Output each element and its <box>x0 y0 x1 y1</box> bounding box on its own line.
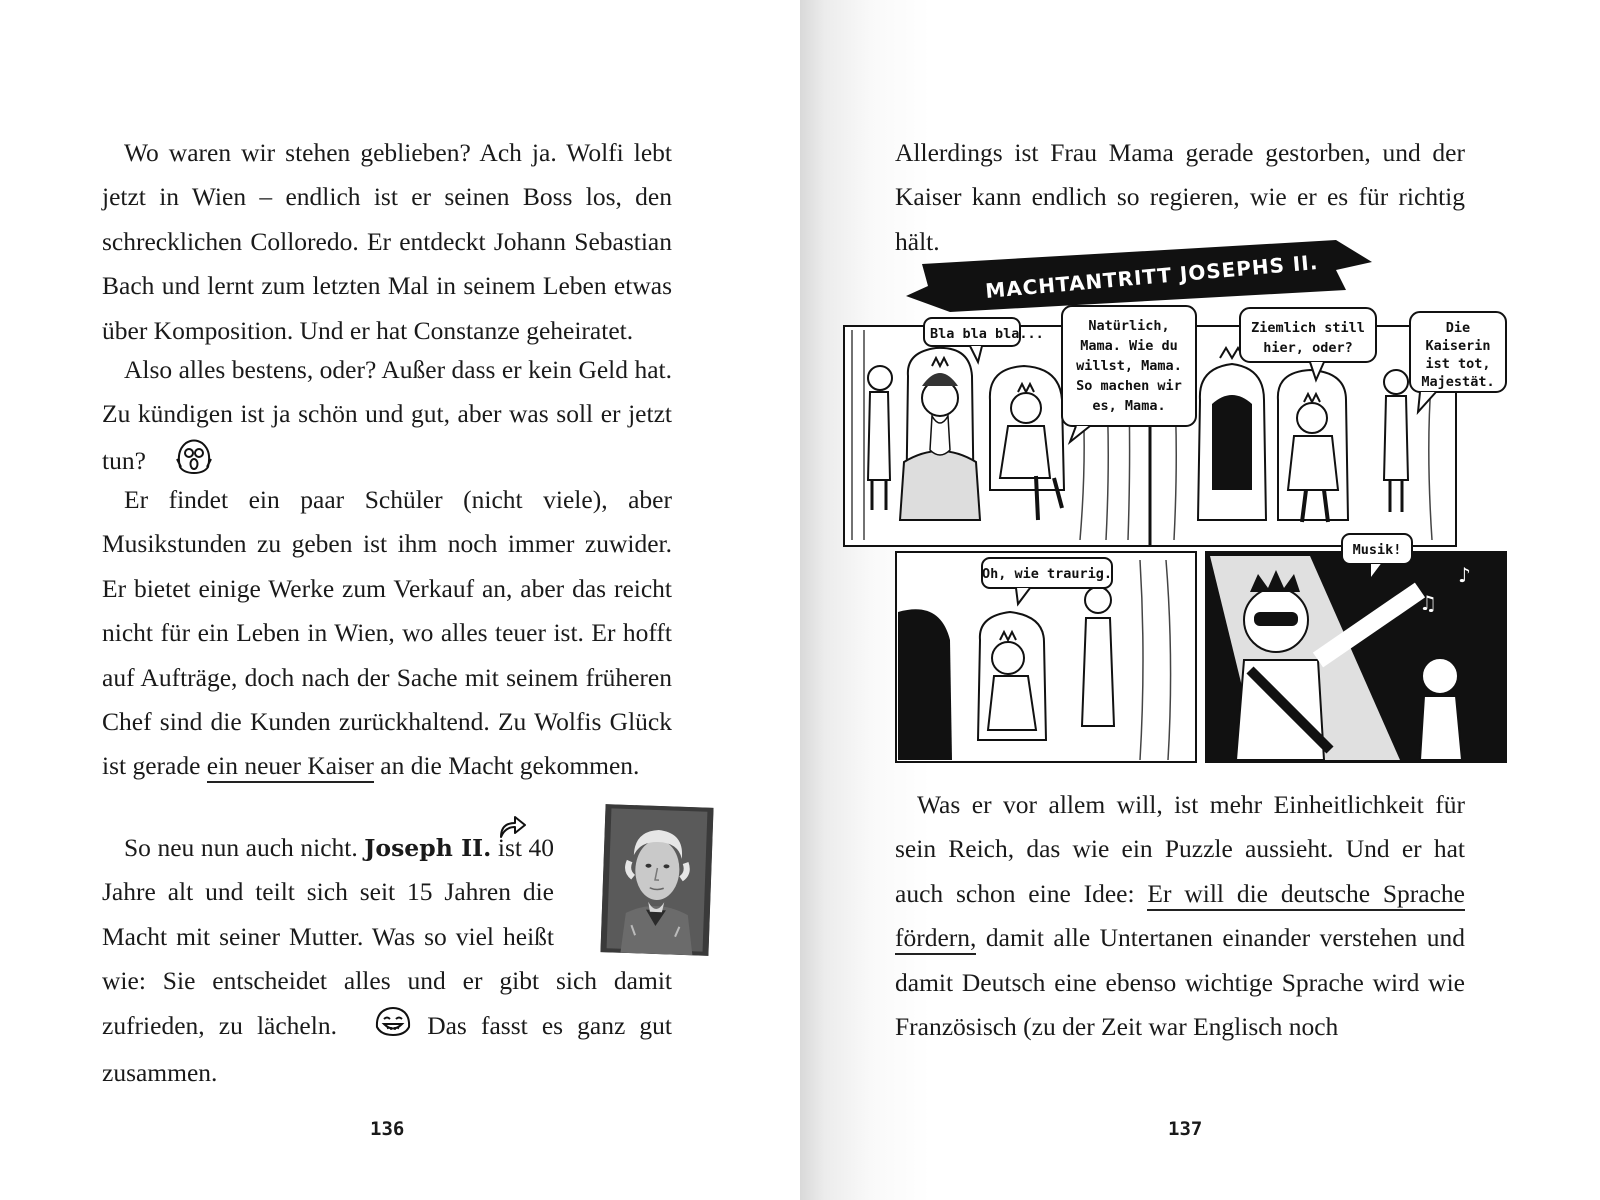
deutsche-sprache-link[interactable]: Er will die deutsche Sprache fördern, <box>895 879 1465 955</box>
right-paragraph-2 <box>895 783 1465 1049</box>
bubble-6-text: Musik! <box>1352 542 1402 558</box>
banner-title: MACHTANTRITT JOSEPHS II. <box>984 249 1320 303</box>
paragraph-4-body: ist 40 Jahre alt und teilt sich seit 15 Jahren die Macht mit seiner Mutter. Was so viel heißt wie: Sie entscheidet alles und er gibt sich damit zufrieden, zu lächeln. <box>102 833 672 1040</box>
paragraph-1 <box>102 131 672 353</box>
bubble-3-line-2: hier, oder? <box>1263 340 1353 356</box>
right-paragraph-2-text: Was er vor allem will, ist mehr Einheitlichkeit für sein Reich, das wie ein Puzzle aussieht. Und er hat auch schon eine Idee: <box>895 790 1465 908</box>
comic-illustration <box>840 240 1520 770</box>
page-number-right: 137 <box>1168 1118 1203 1140</box>
paragraph-3-text: Er findet ein paar Schüler (nicht viele), aber Musikstunden zu geben ist ihm noch immer zuwider. Er bietet einige Werke zum Verkauf an, aber das reicht nicht für ein Leben in Wien, wo alles teuer ist. Er hofft auf Aufträge, doch nach der Sache mit seinem früheren Chef sind die Kunden zurückhaltend. Zu Wolfis Glück ist gerade <box>102 485 672 781</box>
comic-banner <box>906 240 1372 312</box>
bubble-2-line-5: es, Mama. <box>1092 398 1166 414</box>
paragraph-4 <box>102 826 672 1095</box>
neuer-kaiser-link[interactable]: ein neuer Kaiser <box>207 751 374 783</box>
speech-bubble-4 <box>1410 312 1506 412</box>
empty-throne <box>1198 348 1266 520</box>
paragraph-4-text: So neu nun auch nicht. <box>124 833 358 862</box>
joseph-figure-panel2 <box>1278 370 1348 522</box>
bubble-3-line-1: Ziemlich still <box>1251 320 1365 336</box>
bubble-2-line-1: Natürlich, <box>1088 318 1170 334</box>
joseph-ii-portrait <box>600 804 713 956</box>
empress-figure <box>900 348 980 520</box>
bubble-5-text: Oh, wie traurig. <box>981 566 1113 582</box>
paragraph-2-text: Also alles bestens, oder? Außer dass er kein Geld hat. Zu kündigen ist ja schön und gut, aber was soll er jetzt tun? <box>102 355 672 475</box>
right-paragraph-2-end: damit alle Untertanen einander verstehen und damit Deutsch eine ebenso wichtige Sprache wird wie Französisch (zu der Zeit war Englisch noch <box>895 923 1465 1042</box>
svg-text:♪: ♪ <box>1458 563 1471 587</box>
bubble-2-line-4: So machen wir <box>1076 378 1182 394</box>
panel-bottom-right <box>1206 552 1506 762</box>
joseph-ii-bold: Joseph II. <box>364 834 492 862</box>
bubble-2-line-2: Mama. Wie du <box>1080 338 1178 354</box>
right-paragraph-1-text: Allerdings ist Frau Mama gerade gestorben, und der Kaiser kann endlich so regieren, wie er es für richtig hält. <box>895 138 1465 256</box>
bubble-4-line-1: Die <box>1445 320 1471 336</box>
right-page <box>800 0 1600 1200</box>
bubble-1-text: Bla bla bla... <box>930 326 1044 342</box>
svg-text:♪ ♫: ♪ ♫ <box>1400 591 1438 615</box>
bubble-4-line-3: ist tot, <box>1425 356 1491 372</box>
page-number-left: 136 <box>370 1118 405 1140</box>
paragraph-4-end: Das fasst es ganz gut zusammen. <box>102 1010 673 1087</box>
bubble-4-line-2: Kaiserin <box>1425 338 1491 354</box>
curved-arrow-icon <box>497 813 527 844</box>
paragraph-2 <box>102 348 672 489</box>
paragraph-3 <box>102 478 672 789</box>
speech-bubble-2 <box>1062 306 1196 442</box>
bubble-4-line-4: Majestät. <box>1421 374 1495 390</box>
paragraph-3-end: an die Macht gekommen. <box>380 751 640 781</box>
paragraph-1-text: Wo waren wir stehen geblieben? Ach ja. Wolfi lebt jetzt in Wien – endlich ist er seinen Boss los, den schrecklichen Colloredo. Er entdeckt Johann Sebastian Bach und lernt zum letzten Mal in seinem Leben etwas über Komposition. Und er hat Constanze geheiratet. <box>102 138 672 345</box>
bubble-2-line-3: willst, Mama. <box>1076 358 1182 374</box>
smile-face-icon <box>351 1005 413 1051</box>
